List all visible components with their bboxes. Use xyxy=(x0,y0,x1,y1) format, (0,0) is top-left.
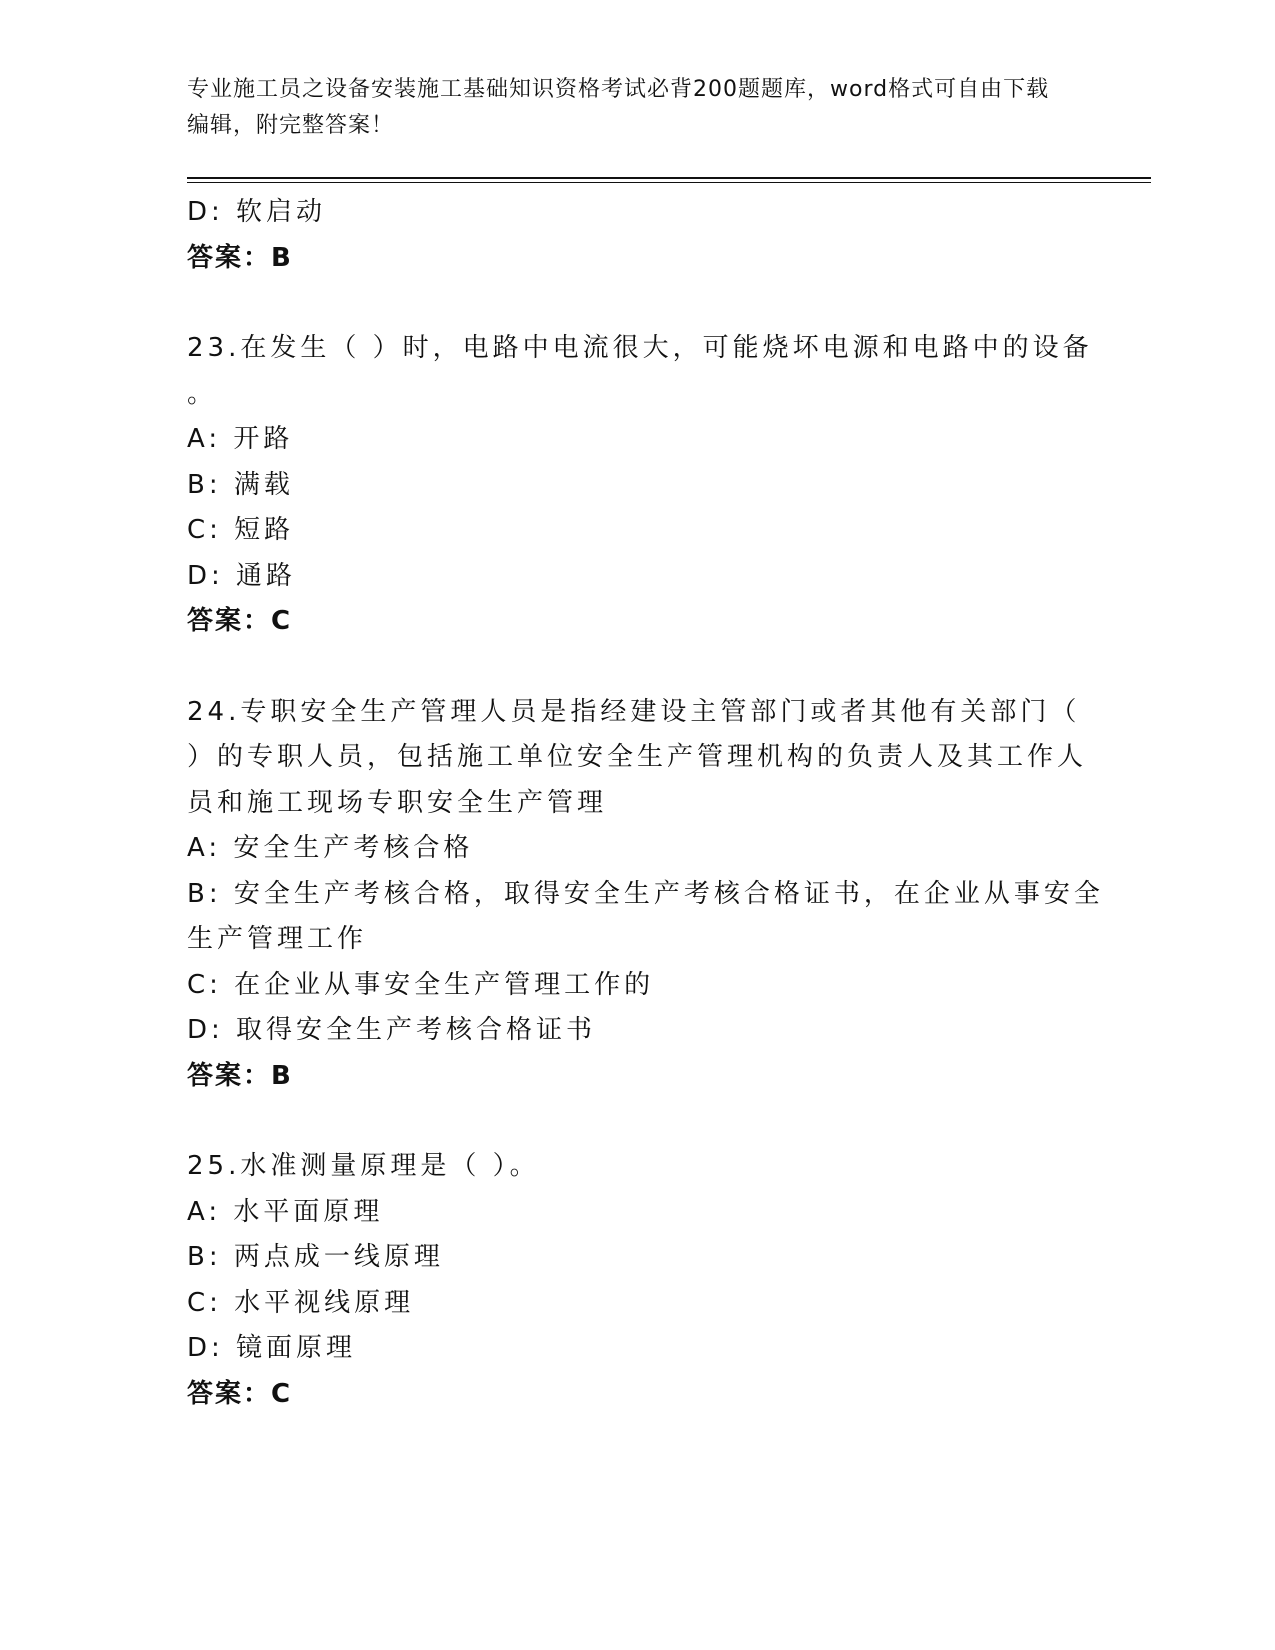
answer-label: 答案：C xyxy=(187,1378,293,1409)
option-d: D: 通路 xyxy=(187,560,297,591)
question-stem-continued: ）的专职人员，包括施工单位安全生产管理机构的负责人及其工作人 xyxy=(187,742,1088,772)
header-divider-thick xyxy=(187,177,1151,179)
question-23 xyxy=(187,326,1093,645)
question-stem: 24.专职安全生产管理人员是指经建设主管部门或者其他有关部门（ xyxy=(187,696,1081,727)
question-stem-continued: 员和施工现场专职安全生产管理 xyxy=(187,787,608,818)
option-d: D: 取得安全生产考核合格证书 xyxy=(187,1015,597,1045)
option-c: C: 在企业从事安全生产管理工作的 xyxy=(187,969,655,1000)
question-list xyxy=(187,190,1104,1417)
question-stem: 23.在发生（ ）时，电路中电流很大，可能烧坏电源和电路中的设备 xyxy=(187,333,1093,363)
option-c: C: 水平视线原理 xyxy=(187,1287,415,1318)
answer-label: 答案：C xyxy=(187,606,293,636)
option-b-continued: 生产管理工作 xyxy=(187,924,368,954)
option-b: B: 满载 xyxy=(187,469,294,500)
option-c: C: 短路 xyxy=(187,515,295,545)
question-24 xyxy=(187,690,1104,1100)
option-d: D: 软启动 xyxy=(187,197,327,227)
question-stem-continued: 。 xyxy=(187,378,218,409)
option-b: B: 安全生产考核合格，取得安全生产考核合格证书，在企业从事安全 xyxy=(187,878,1104,909)
option-a: A: 水平面原理 xyxy=(187,1196,384,1227)
spacer xyxy=(187,281,1087,326)
previous-question-tail xyxy=(187,190,1087,281)
answer-label: 答案：B xyxy=(187,1060,293,1091)
option-a: A: 开路 xyxy=(187,424,294,454)
document-header: 专业施工员之设备安装施工基础知识资格考试必背200题题库，word格式可自由下载编辑，附完整答案！ xyxy=(187,77,1050,138)
option-b: B: 两点成一线原理 xyxy=(187,1242,444,1272)
spacer xyxy=(187,1099,1087,1144)
header-divider-thin xyxy=(187,182,1151,183)
question-stem: 25.水准测量原理是（ ）。 xyxy=(187,1151,540,1181)
option-a: A: 安全生产考核合格 xyxy=(187,833,474,863)
answer-label: 答案：B xyxy=(187,242,293,273)
option-d: D: 镜面原理 xyxy=(187,1333,357,1363)
question-25 xyxy=(187,1144,1087,1417)
spacer xyxy=(187,645,1087,690)
